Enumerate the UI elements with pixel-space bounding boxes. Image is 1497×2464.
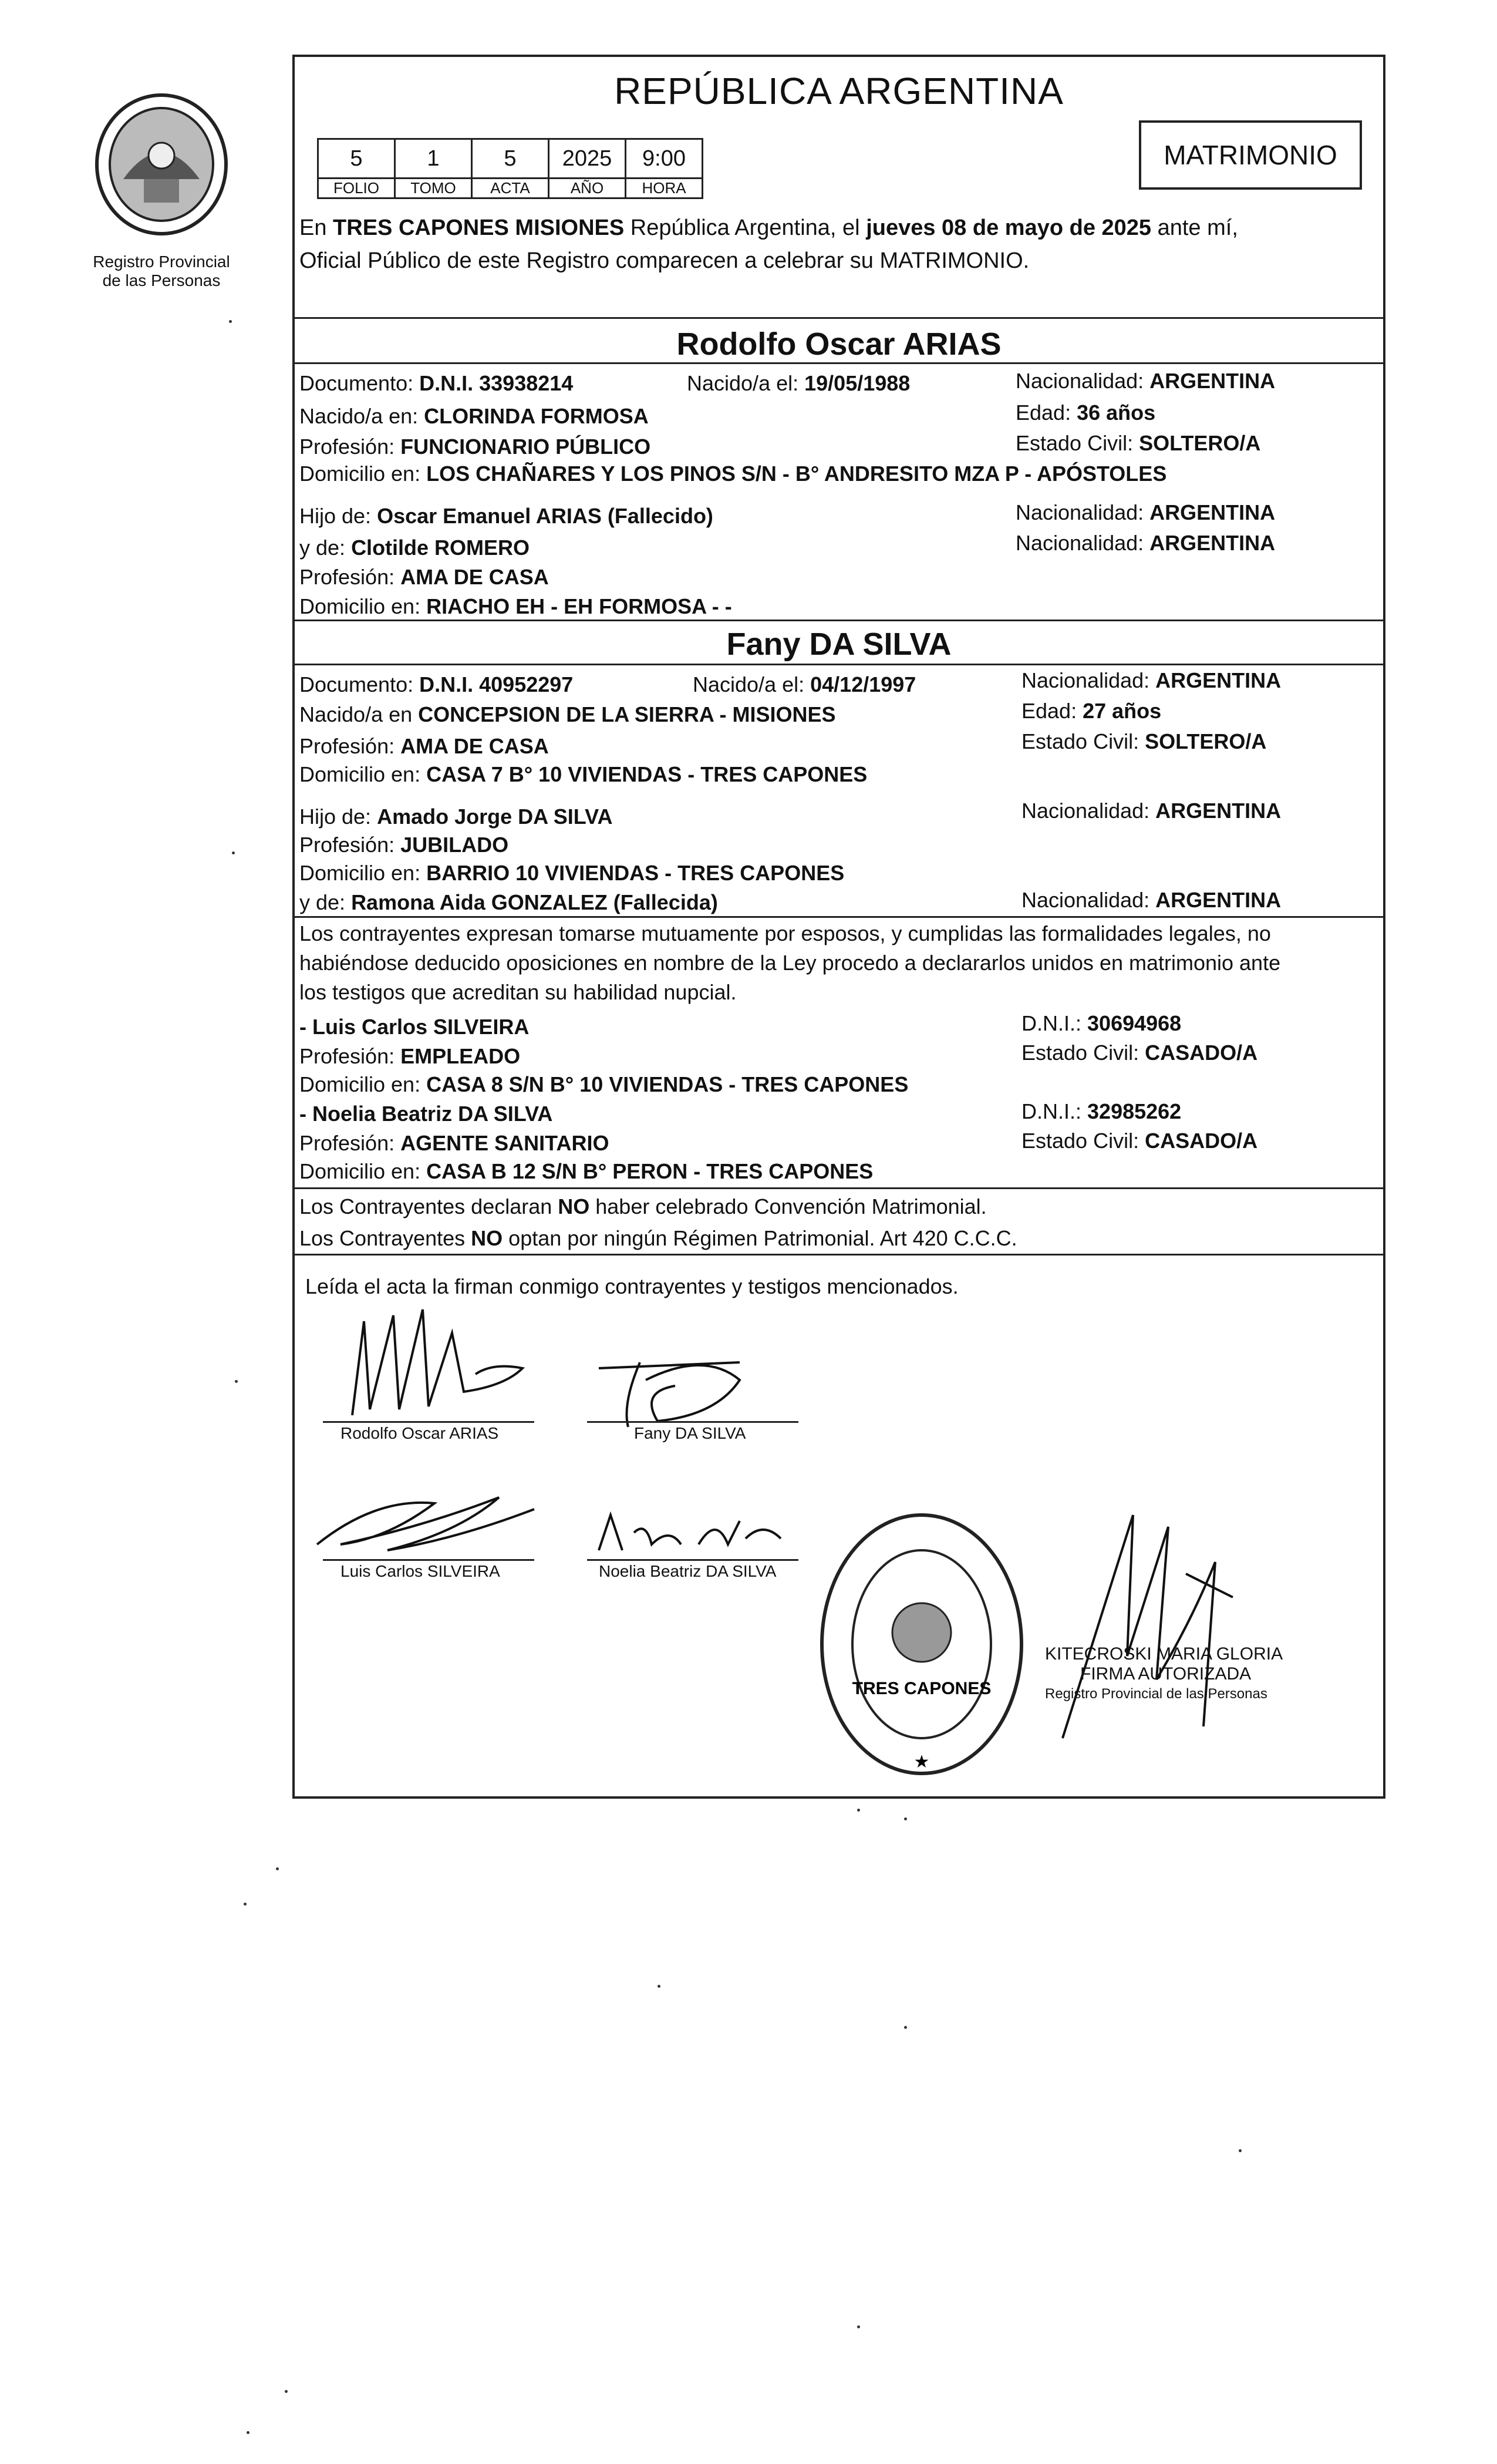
witness2-name: - Noelia Beatriz DA SILVA [299,1102,553,1126]
groom-birth-place: Nacido/a en: CLORINDA FORMOSA [299,404,649,428]
witness1-address: Domicilio en: CASA 8 S/N B° 10 VIVIENDAS - TRES CAPONES [299,1072,909,1096]
stamp-center-text: TRES CAPONES [852,1679,992,1698]
bride-address: Domicilio en: CASA 7 B° 10 VIVIENDAS - TRES CAPONES [299,762,868,786]
bride-father-profession: Profesión: JUBILADO [299,833,509,857]
groom-father: Hijo de: Oscar Emanuel ARIAS (Fallecido) [299,504,713,528]
tomo-value: 1 [395,139,472,179]
witness2-profession: Profesión: AGENTE SANITARIO [299,1131,609,1155]
officer-office: Registro Provincial de las Personas [1045,1686,1267,1702]
groom-birth-date: Nacido/a el: 19/05/1988 [687,371,911,395]
groom-mother-nationality: Nacionalidad: ARGENTINA [1016,531,1276,555]
intro-text-2: República Argentina, el [624,216,866,240]
witness1-signature [305,1474,540,1562]
bride-father-nationality: Nacionalidad: ARGENTINA [1021,799,1282,823]
witness2-signature-caption: Noelia Beatriz DA SILVA [599,1562,777,1580]
witness2-signature [587,1509,798,1562]
folio-value: 5 [318,139,395,179]
bride-father: Hijo de: Amado Jorge DA SILVA [299,804,613,829]
tomo-label: TOMO [395,179,472,198]
declaration-line1: Los contrayentes expresan tomarse mutuamente por esposos, y cumplidas las formalidades legales, no [299,921,1271,945]
bride-birth-place: Nacido/a en CONCEPSION DE LA SIERRA - MISIONES [299,702,836,726]
bride-signature-caption: Fany DA SILVA [634,1424,746,1442]
bride-document: Documento: D.N.I. 40952297 [299,672,574,696]
hora-value: 9:00 [626,139,703,179]
groom-father-nationality: Nacionalidad: ARGENTINA [1016,500,1276,524]
bride-nationality: Nacionalidad: ARGENTINA [1021,668,1282,692]
closing-statement: Leída el acta la firman conmigo contrayentes y testigos mencionados. [305,1274,959,1298]
record-index-table [317,138,703,199]
intro-date: jueves 08 de mayo de 2025 [866,216,1152,240]
intro-text-1: En [299,216,333,240]
declaration-line3: los testigos que acreditan su habilidad nupcial. [299,980,737,1004]
officer-stamp-text [1045,1644,1283,1704]
groom-profession: Profesión: FUNCIONARIO PÚBLICO [299,435,651,459]
bride-mother: y de: Ramona Aida GONZALEZ (Fallecida) [299,890,718,914]
bride-profession: Profesión: AMA DE CASA [299,734,549,758]
groom-document: Documento: D.N.I. 33938214 [299,371,574,395]
province-seal-logo [88,91,235,238]
intro-place: TRES CAPONES MISIONES [333,216,625,240]
intro-text-3: ante mí, [1151,216,1238,240]
witness1-name: - Luis Carlos SILVEIRA [299,1015,530,1039]
groom-name: Rodolfo Oscar ARIAS [676,326,1002,362]
intro-paragraph [299,211,1380,277]
groom-parent-profession: Profesión: AMA DE CASA [299,565,549,589]
witness1-civil-status: Estado Civil: CASADO/A [1021,1041,1258,1065]
bride-name: Fany DA SILVA [726,627,952,662]
witness2-civil-status: Estado Civil: CASADO/A [1021,1129,1258,1153]
svg-text:★: ★ [913,1752,930,1772]
hora-label: HORA [626,179,703,198]
record-type-box: MATRIMONIO [1139,120,1362,190]
delegation-stamp [816,1509,1027,1779]
intro-line2: Oficial Público de este Registro comparecen a celebrar su MATRIMONIO. [299,248,1030,273]
bride-birth-date: Nacido/a el: 04/12/1997 [693,672,916,696]
officer-title: FIRMA AUTORIZADA [1080,1664,1252,1684]
officer-signature [1039,1503,1286,1750]
declaration-line2: habiéndose deducido oposiciones en nombre de la Ley procedo a declararlos unidos en matrimonio ante [299,951,1281,975]
logo-caption-line1: Registro Provincial [93,253,230,271]
bride-age: Edad: 27 años [1021,699,1162,723]
officer-name: KITECROSKI MARIA GLORIA [1045,1644,1283,1664]
witness1-profession: Profesión: EMPLEADO [299,1044,521,1068]
convention-line2: Los Contrayentes NO optan por ningún Régimen Patrimonial. Art 420 C.C.C. [299,1226,1017,1250]
groom-address: Domicilio en: LOS CHAÑARES Y LOS PINOS S/N - B° ANDRESITO MZA P - APÓSTOLES [299,462,1167,486]
declaration-paragraph [299,919,1380,1007]
groom-parent-address: Domicilio en: RIACHO EH - EH FORMOSA - - [299,594,732,618]
convention-line1: Los Contrayentes declaran NO haber celebrado Convención Matrimonial. [299,1194,987,1218]
witness2-address: Domicilio en: CASA B 12 S/N B° PERON - TRES CAPONES [299,1159,874,1183]
bride-father-address: Domicilio en: BARRIO 10 VIVIENDAS - TRES CAPONES [299,861,845,885]
bride-signature [587,1345,798,1433]
bride-mother-nationality: Nacionalidad: ARGENTINA [1021,888,1282,912]
anio-label: AÑO [549,179,626,198]
witness2-dni: D.N.I.: 32985262 [1021,1099,1182,1123]
groom-signature [329,1298,552,1427]
logo-caption [76,253,247,290]
groom-nationality: Nacionalidad: ARGENTINA [1016,369,1276,393]
anio-value: 2025 [549,139,626,179]
groom-mother: y de: Clotilde ROMERO [299,536,530,560]
folio-label: FOLIO [318,179,395,198]
groom-signature-caption: Rodolfo Oscar ARIAS [340,1424,499,1442]
witness1-signature-caption: Luis Carlos SILVEIRA [340,1562,500,1580]
logo-caption-line2: de las Personas [102,271,221,290]
witness1-dni: D.N.I.: 30694968 [1021,1011,1182,1035]
bride-civil-status: Estado Civil: SOLTERO/A [1021,729,1267,753]
acta-value: 5 [472,139,549,179]
acta-label: ACTA [472,179,549,198]
groom-age: Edad: 36 años [1016,400,1156,425]
groom-civil-status: Estado Civil: SOLTERO/A [1016,431,1261,455]
page-title: REPÚBLICA ARGENTINA [614,70,1064,112]
